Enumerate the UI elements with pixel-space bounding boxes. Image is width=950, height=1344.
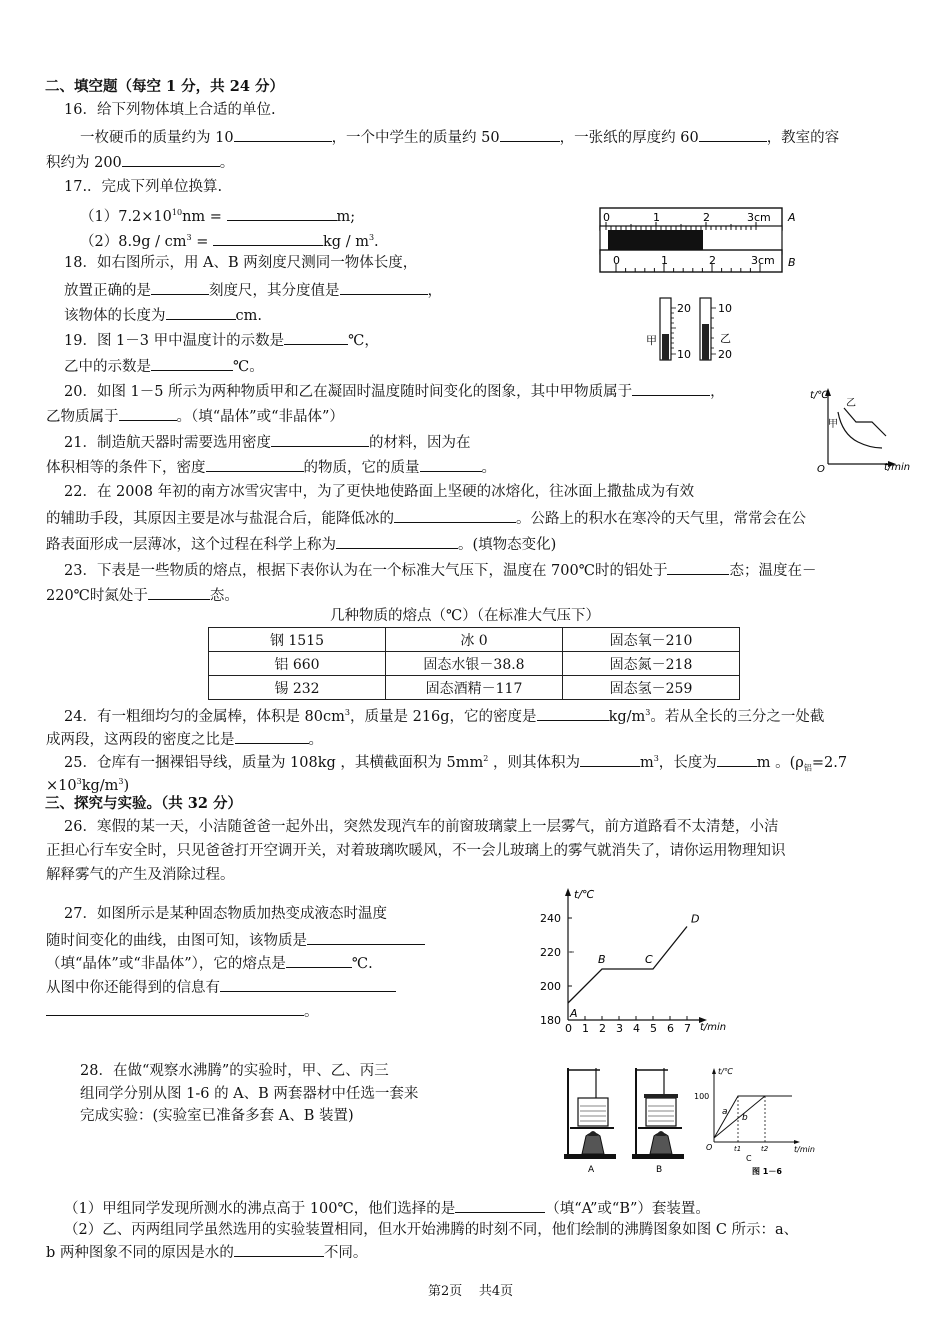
fig16-ylabel: t/℃ [718,1067,733,1076]
q19-blank-1[interactable] [284,330,348,345]
thermo-yi-bottom: 20 [718,348,732,361]
q17-blank-2[interactable] [213,231,323,246]
q21-blank-2[interactable] [206,457,304,472]
q16-stem: 16．给下列物体填上合适的单位. [64,102,276,118]
ruler-b-tick-1: 1 [661,254,668,267]
table-cell: 固态水银－38.8 [386,652,563,676]
q28-sub1: （1）甲组同学发现所测水的沸点高于 100℃，他们选择的是 （填“A”或“B”）套装置。 [64,1198,710,1218]
table-cell: 固态氮－218 [563,652,740,676]
q23-line2: 220℃时氮处于 态。 [46,585,239,605]
thermo-jia-bottom: 10 [677,348,691,361]
thermo-jia-label: 甲 [646,334,657,347]
ruler-b-tick-0: 0 [613,254,620,267]
fig15-origin: O [817,464,825,475]
apparatus-a [564,1068,616,1159]
q17-line2: $(2)8.9g / cm^3$ = kg / $m^3$. [80,229,379,251]
ruler-a-tick-3: 3cm [747,211,771,224]
q27-point-label: B [598,953,606,966]
q20-blank-1[interactable] [632,381,710,396]
q27-xtick-label: 6 [667,1022,674,1035]
q24-blank-2[interactable] [235,729,309,744]
q28-blank-1[interactable] [455,1198,545,1213]
ruler-figure [596,204,808,280]
fig16-caption: 图 1－6 [752,1167,782,1176]
q27-line5: 。 [46,1001,319,1021]
table-cell: 固态酒精－117 [386,676,563,700]
q27-graph [536,884,746,1036]
q18-line2: 放置正确的是 刻度尺，其分度值是 ， [64,280,442,300]
ruler-label-a: A [788,211,796,224]
melting-point-table [208,627,740,700]
q27-xtick-label: 5 [650,1022,657,1035]
fig16-label-curve-b: b [742,1113,748,1123]
q28-sub2: （2）乙、丙两组同学虽然选用的实验装置相同，但水开始沸腾的时刻不同，他们绘制的沸腾图象如图 C 所示：a、 [64,1222,799,1238]
boiling-graph-c [694,1067,815,1163]
q27-line1: 27．如图所示是某种固态物质加热变成液态时温度 [64,906,387,922]
q27-blank-2[interactable] [286,953,352,968]
fig16-curve-a [714,1096,792,1138]
thermometer-figure [644,294,744,366]
q19-line2: 乙中的示数是 ℃。 [64,356,264,376]
table-cell: 锡 232 [209,676,386,700]
q17-blank-1[interactable] [227,206,337,221]
table-row [209,676,740,700]
ruler-a-tick-2: 2 [703,211,710,224]
fig16-y100: 100 [694,1092,710,1101]
q17-stem: 17.．完成下列单位换算. [64,179,223,195]
q27-point-label: A [570,1007,578,1020]
q27-xtick-label: 0 [565,1022,572,1035]
figure-1-6 [560,1058,830,1178]
q21-blank-3[interactable] [420,457,482,472]
q27-ylabel: t/℃ [574,888,595,901]
fig16-xlabel: t/min [794,1145,815,1154]
q28-sub2-line2: b 两种图象不同的原因是水的 不同。 [46,1242,367,1262]
fig15-curve-jia [838,412,882,448]
thermo-yi-label: 乙 [720,332,731,345]
table-cell: 固态氢－259 [563,676,740,700]
section-3-title: 三、探究与实验。（共 32 分） [45,795,243,812]
q27-line2: 随时间变化的曲线，由图可知，该物质是 [46,930,425,950]
q20-line2: 乙物质属于 。（填“晶体”或“非晶体”） [46,406,344,426]
figure-1-5-graph [812,384,922,474]
q23-blank-1[interactable] [667,560,729,575]
fig16-label-a: A [588,1165,595,1175]
q25-blank-1[interactable] [580,752,640,767]
q27-melting-curve [568,927,687,1004]
q16-line2: 积约为 200 。 [46,152,234,172]
melting-table-caption: 几种物质的熔点（℃）（在标准大气压下） [330,608,600,624]
q26-line1: 26．寒假的某一天，小洁随爸爸一起外出，突然发现汽车的前窗玻璃蒙上一层雾气，前方道路看不太清楚，小洁 [64,819,779,835]
fig15-curve-yi [844,408,886,436]
q16-blank-3[interactable] [699,127,767,142]
q28-line2: 组同学分别从图 1-6 的 A、B 两套器材中任选一套来 [80,1086,419,1102]
section-2-title: 二、填空题（每空 1 分，共 24 分） [45,78,284,95]
q28-blank-2[interactable] [234,1242,324,1257]
q18-blank-3[interactable] [166,305,236,320]
q27-blank-3[interactable] [220,977,396,992]
page-footer: 第2页 共4页 [428,1284,514,1299]
q27-point-label: D [691,912,700,926]
q23-blank-2[interactable] [148,585,210,600]
q27-xtick-label: 2 [599,1022,606,1035]
q27-blank-4[interactable] [46,1001,304,1016]
q27-ytick-label: 200 [540,980,561,993]
ruler-a-tick-0: 0 [603,211,610,224]
table-cell: 冰 0 [386,628,563,652]
fig15-label-yi: 乙 [846,398,856,409]
q22-line3: 路表面形成一层薄冰，这个过程在科学上称为 。(填物态变化) [46,534,556,554]
q20-line1: 20．如图 1－5 所示为两种物质甲和乙在凝固时温度随时间变化的图象，其中甲物质属于 ， [64,381,725,401]
q27-ytick-label: 180 [540,1014,561,1027]
q26-line2: 正担心行车安全时，只见爸爸打开空调开关，对着玻璃吹暖风，不一会儿玻璃上的雾气就消失了，请你运用物理知识 [46,843,786,859]
fig16-label-b: B [656,1165,663,1175]
thermo-yi-top: 10 [718,302,732,315]
q27-blank-1[interactable] [307,930,425,945]
q20-blank-2[interactable] [119,406,177,421]
q24-line1: 24．有一粗细均匀的金属棒，体积是 $80cm^3$，质量是 216g，它的密度是 $kg/m^3$。若从全长的三分之一处截 [64,704,824,726]
apparatus-b [632,1068,684,1159]
q27-ytick-label: 220 [540,946,561,959]
q22-line2: 的辅助手段，其原因主要是冰与盐混合后，能降低冰的 。公路上的积水在寒冷的天气里，常常会在公 [46,508,806,528]
ruler-b-tick-3: 3cm [751,254,775,267]
q28-line1: 28．在做“观察水沸腾”的实验时，甲、乙、丙三 [80,1063,389,1079]
q18-blank-2[interactable] [340,280,428,295]
q22-blank-1[interactable] [394,508,516,523]
fig16-label-c: C [746,1154,752,1163]
q24-line2: 成两段，这两段的密度之比是 。 [46,729,323,749]
q16-blank-2[interactable] [500,127,560,142]
q25-line2: $\times 10^3kg/m^3$) [46,777,130,794]
table-cell: 钢 1515 [209,628,386,652]
q27-xtick-label: 3 [616,1022,623,1035]
fig15-xlabel: t/min [884,462,911,473]
q21-line2: 体积相等的条件下，密度 的物质，它的质量 。 [46,457,496,477]
q27-xtick-label: 1 [582,1022,589,1035]
q27-xlabel: t/min [700,1022,727,1033]
table-cell: 固态氧－210 [563,628,740,652]
table-cell: 铝 660 [209,652,386,676]
q16-blank-1[interactable] [234,127,332,142]
q27-xtick-label: 4 [633,1022,640,1035]
ruler-a-tick-1: 1 [653,211,660,224]
thermo-jia-top: 20 [677,302,691,315]
ruler-label-b: B [788,256,796,269]
q22-line1: 22．在 2008 年初的南方冰雪灾害中，为了更快地使路面上坚硬的冰熔化，往冰面上撒盐成为有效 [64,484,695,500]
q25-blank-2[interactable] [717,752,757,767]
q21-blank-1[interactable] [271,432,369,447]
fig16-label-curve-a: a [722,1107,728,1117]
fig16-origin: O [706,1143,713,1152]
q27-point-label: C [645,953,653,966]
table-row [209,652,740,676]
q28-line3: 完成实验：(实验室已准备多套 A、B 装置) [80,1108,354,1124]
fig16-t1: t1 [734,1145,742,1153]
q27-xtick-label: 7 [684,1022,691,1035]
q19-blank-2[interactable] [151,356,233,371]
q25-line1: 25．仓库有一捆裸铝导线，质量为 108kg ，其横截面积为 $5mm^2$ ，则其体积为 $m^3$，长度为 m 。($\rho_铝=2.7$ [64,750,847,778]
q19-line1: 19．图 1－3 甲中温度计的示数是 ℃， [64,330,379,350]
q16-line1: 一枚硬币的质量约为 10 ，一个中学生的质量约 50 ，一张纸的厚度约 60 ，教室的容 [80,127,839,147]
q23-line1: 23．下表是一些物质的熔点，根据下表你认为在一个标准大气压下，温度在 700℃时的铝处于 态；温度在－ [64,560,816,580]
fig15-ylabel: t/℃ [810,390,829,401]
q27-line4: 从图中你还能得到的信息有 [46,977,396,997]
q21-line1: 21．制造航天器时需要选用密度 的材料，因为在 [64,432,470,452]
fig16-t2: t2 [761,1145,769,1153]
q18-blank-1[interactable] [151,280,209,295]
q27-ytick-label: 240 [540,912,561,925]
ruler-b-tick-2: 2 [709,254,716,267]
q22-blank-2[interactable] [336,534,458,549]
q18-line1: 18．如右图所示，用 A、B 两刻度尺测同一物体长度， [64,255,418,271]
q17-line1: $(1)7.2\times 10^{10}nm = m$; [80,204,355,226]
q26-line3: 解释雾气的产生及消除过程。 [46,867,235,883]
q24-blank-1[interactable] [537,706,609,721]
fig16-curve-b [714,1096,765,1138]
fig15-label-jia: 甲 [828,419,838,430]
table-row [209,628,740,652]
q16-blank-4[interactable] [122,152,220,167]
q27-line3: （填“晶体”或“非晶体”），它的熔点是 ℃. [46,953,373,973]
q18-line3: 该物体的长度为 cm. [64,305,262,325]
